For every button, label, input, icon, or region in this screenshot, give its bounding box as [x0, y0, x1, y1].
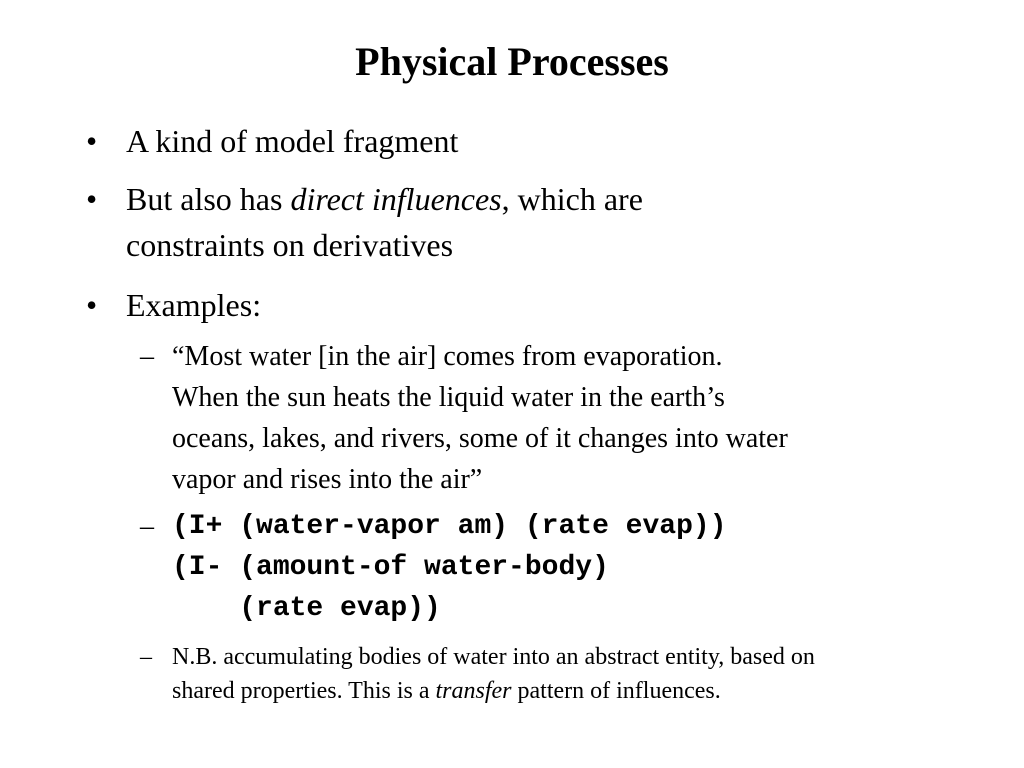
- sub-item-marker: –: [140, 511, 154, 542]
- slide-title: Physical Processes: [355, 39, 669, 84]
- bullet-text-end: , which are: [501, 181, 643, 217]
- bullet-text-line2: constraints on derivatives: [126, 227, 454, 263]
- note-line2-start: shared properties. This is a: [172, 678, 436, 704]
- bullet-text: Examples:: [126, 287, 262, 323]
- quote-line: “Most water [in the air] comes from evaporation.: [172, 341, 723, 372]
- bullet-text-emphasis: direct influences: [290, 181, 502, 217]
- code-block: [172, 506, 940, 629]
- note-line1: N.B. accumulating bodies of water into an abstract entity, based on: [172, 644, 815, 670]
- bullet-item-model-fragment: [86, 118, 946, 164]
- bullet-text: [126, 176, 946, 268]
- sub-item-marker: –: [140, 644, 152, 670]
- note-text: [172, 640, 960, 708]
- code-line: (rate evap)): [172, 593, 441, 624]
- note-line2-end: pattern of influences.: [511, 678, 721, 704]
- bullet-marker: •: [86, 287, 98, 323]
- sub-item-code: [140, 506, 940, 629]
- quote-line: vapor and rises into the air”: [172, 464, 483, 495]
- quote-text: [172, 336, 940, 500]
- quote-line: oceans, lakes, and rivers, some of it changes into water: [172, 423, 788, 454]
- code-line: (I- (amount-of water-body): [172, 552, 609, 583]
- sub-item-note: [140, 640, 960, 708]
- bullet-item-examples: [86, 282, 946, 328]
- note-emphasis: transfer: [435, 678, 512, 704]
- bullet-item-direct-influences: [86, 176, 946, 268]
- sub-item-quote: [140, 336, 940, 500]
- bullet-marker: •: [86, 123, 98, 159]
- sub-item-marker: –: [140, 341, 154, 372]
- code-line: (I+ (water-vapor am) (rate evap)): [172, 511, 727, 542]
- quote-line: When the sun heats the liquid water in the earth’s: [172, 382, 725, 413]
- bullet-marker: •: [86, 181, 98, 217]
- bullet-text-start: But also has: [126, 181, 291, 217]
- bullet-text: A kind of model fragment: [126, 123, 459, 159]
